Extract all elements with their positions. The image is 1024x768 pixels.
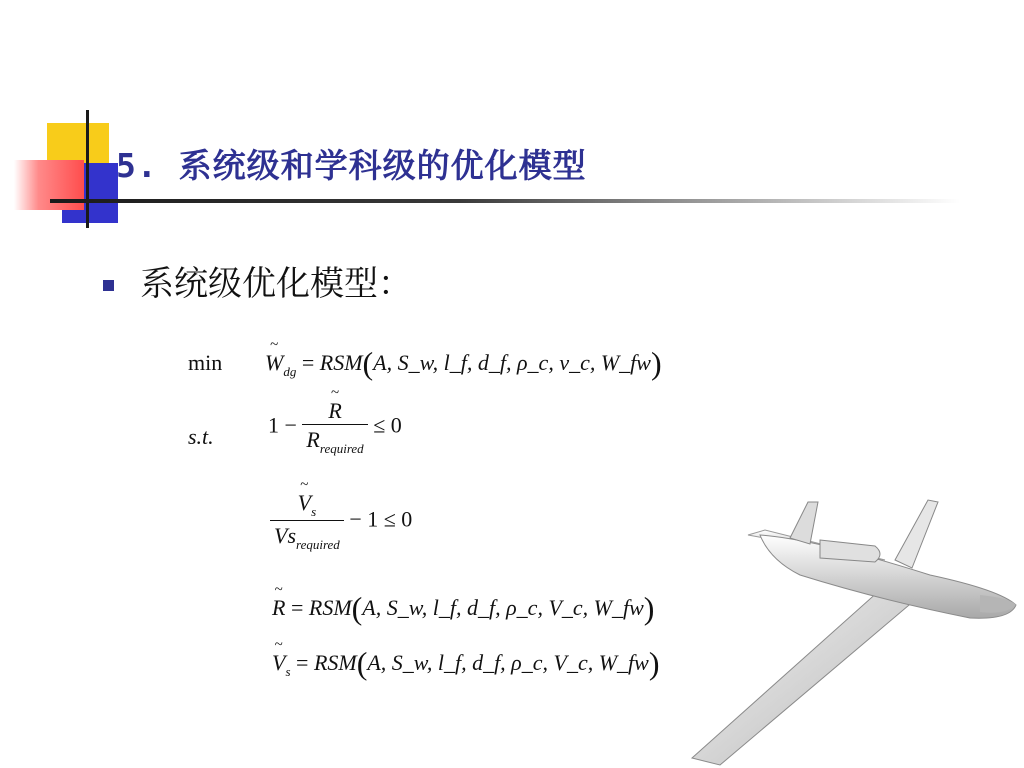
constraint1-num: ~ R <box>328 398 341 424</box>
deco-vertical-line <box>86 110 89 228</box>
v-eq-args: A, S_w, l_f, d_f, ρ_c, V_c, W_fw <box>367 650 649 675</box>
v-equation: ~ $V_s = RSM(A$, S_w, l_f, d_f, ρ_c, V_c, W_fw) <box>272 645 659 682</box>
constraint1-one: 1 <box>268 412 279 438</box>
constraint2-fraction <box>270 490 344 553</box>
st-label <box>188 424 214 450</box>
aircraft-wing-main <box>692 590 915 765</box>
aircraft-tail-left <box>790 502 818 544</box>
objective-lhs-sub: dg <box>283 364 297 379</box>
v-eq-func: RSM <box>313 650 357 675</box>
constraint2-equation <box>270 490 412 553</box>
r-eq-lhs: ~ R <box>272 595 285 621</box>
constraint1-equation: 1 − ~ $\frac{R}{R_{required}}$ ≤ 0 <box>268 398 402 457</box>
aircraft-tail-right <box>895 500 938 568</box>
r-eq-args: A, S_w, l_f, d_f, ρ_c, V_c, W_fw <box>362 595 644 620</box>
title-text: 系统级和学科级的优化模型 <box>178 146 587 185</box>
title-number: 5. <box>116 146 158 185</box>
constraint1-fraction <box>302 398 367 457</box>
constraint2-den-sub: required <box>296 537 340 552</box>
min-label: min <box>188 350 223 375</box>
bullet-square-icon <box>103 280 114 291</box>
slide-title <box>116 140 587 187</box>
objective-lhs: ~ W <box>265 350 283 376</box>
bullet-text: 系统级优化模型： <box>140 264 412 304</box>
constraint1-den: R <box>306 427 320 452</box>
objective-equation: ~ $W_{dg} = RSM(A$, S_w, l_f, d_f, ρ_c, v_c, W_fw) <box>265 345 662 382</box>
st-text: s.t. <box>188 424 214 449</box>
constraint2-rel: − 1 ≤ 0 <box>349 506 413 532</box>
objective-rhs-func: RSM <box>319 350 363 375</box>
constraint2-num: ~ V <box>298 490 311 516</box>
r-eq-func: RSM <box>308 595 352 620</box>
constraint2-den: Vs <box>274 523 296 548</box>
constraint1-rel: ≤ 0 <box>373 412 402 438</box>
aircraft-uav-icon <box>680 480 1024 768</box>
objective-args: A, S_w, l_f, d_f, ρ_c, v_c, W_fw <box>373 350 651 375</box>
constraint1-den-sub: required <box>319 441 364 456</box>
title-underline <box>50 199 960 203</box>
r-equation: ~ R = RSM(A, S_w, l_f, d_f, ρ_c, V_c, W_fw) <box>272 590 654 627</box>
constraint2-num-sub: s <box>311 504 317 519</box>
v-eq-lhs: ~ V <box>272 650 285 676</box>
v-eq-lhs-sub: s <box>285 664 291 679</box>
aircraft-engine <box>820 540 880 562</box>
